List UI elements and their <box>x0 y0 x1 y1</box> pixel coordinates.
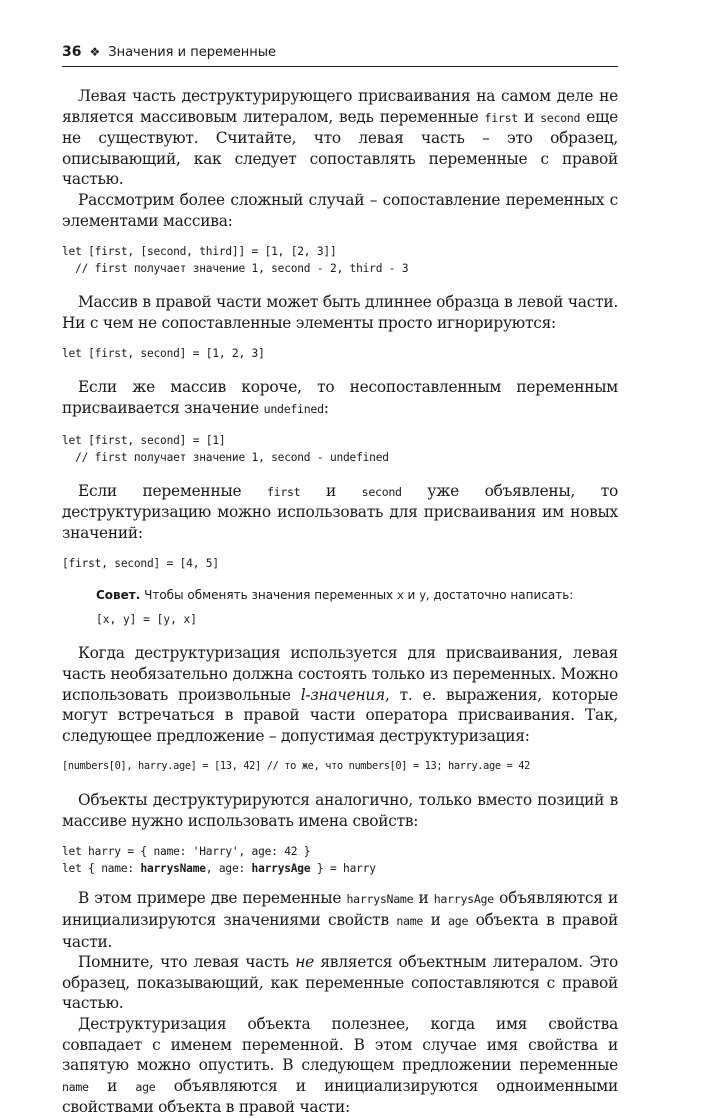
chapter-title: Значения и переменные <box>108 45 277 60</box>
running-header <box>62 44 618 67</box>
code-block-1: let [first, [second, third]] = [1, [2, 3]] // first получает значение 1, second - 2, third - 3 <box>62 245 409 276</box>
paragraph-6: Когда деструктуризация используется для присваивания, левая часть необязательно должна состоять только из переменных. Можно использовать произвольные l-значения, т. е. выражения, которые могут встречаться в правой части оператора присваивания. Так, следующее предложение – допустимая деструктуризация: <box>62 644 618 745</box>
tip-code: [x, y] = [y, x] <box>96 613 198 627</box>
ornament-icon: ❖ <box>89 45 101 59</box>
paragraph-4: Если же массив короче, то несопоставленным переменным присваивается значение undefined: <box>62 378 618 417</box>
code-block-5: [numbers[0], harry.age] = [13, 42] // то же, что numbers[0] = 13; harry.age = 42 <box>62 760 530 773</box>
code-block-4: [first, second] = [4, 5] <box>62 557 219 571</box>
code-block-3: let [first, second] = [1] // first получает значение 1, second - undefined <box>62 433 389 464</box>
paragraph-9: Помните, что левая часть не является объектным литералом. Это образец, показывающий, как переменные сопоставляются с правой частью. <box>62 953 618 1013</box>
paragraph-7: Объекты деструктурируются аналогично, только вместо позиций в массиве нужно использовать имена свойств: <box>62 791 618 830</box>
code-block-6: let harry = { name: 'Harry', age: 42 } let { name: harrysName, age: harrysAge } = harry <box>62 845 376 876</box>
tip-label: Совет. <box>96 588 141 603</box>
paragraph-5: Если переменные first и second уже объявлены, то деструктуризацию можно использовать для присваивания им новых значений: <box>62 481 619 542</box>
paragraph-3: Массив в правой части может быть длиннее образца в левой части. Ни с чем не сопоставленные элементы просто игнорируются: <box>62 293 618 332</box>
paragraph-1: Левая часть деструктурирующего присваивания на самом деле не является массивовым литералом, ведь переменные first и second еще не существуют. Считайте, что левая часть – это образец, описывающий, как следует сопоставлять переменные с правой частью. <box>62 87 619 189</box>
page-number: 36 <box>62 44 82 60</box>
paragraph-8: В этом примере две переменные harrysName и harrysAge объявляются и инициализируются значениями свойств name и age объекта в правой части. <box>62 889 619 951</box>
book-page <box>62 44 618 1118</box>
tip-box: Совет. Чтобы обменять значения переменных x и y, достаточно написать: [x, y] = [y, x] <box>96 586 618 629</box>
code-block-2: let [first, second] = [1, 2, 3] <box>62 347 265 361</box>
paragraph-10: Деструктуризация объекта полезнее, когда имя свойства совпадает с именем переменной. В этом случае имя свойства и запятую можно опустить. В следующем предложении переменные name и age объявляются и инициализируются одноименными свойствами объекта в правой части: <box>62 1015 618 1117</box>
paragraph-2: Рассмотрим более сложный случай – сопоставление переменных с элементами массива: <box>62 190 618 230</box>
